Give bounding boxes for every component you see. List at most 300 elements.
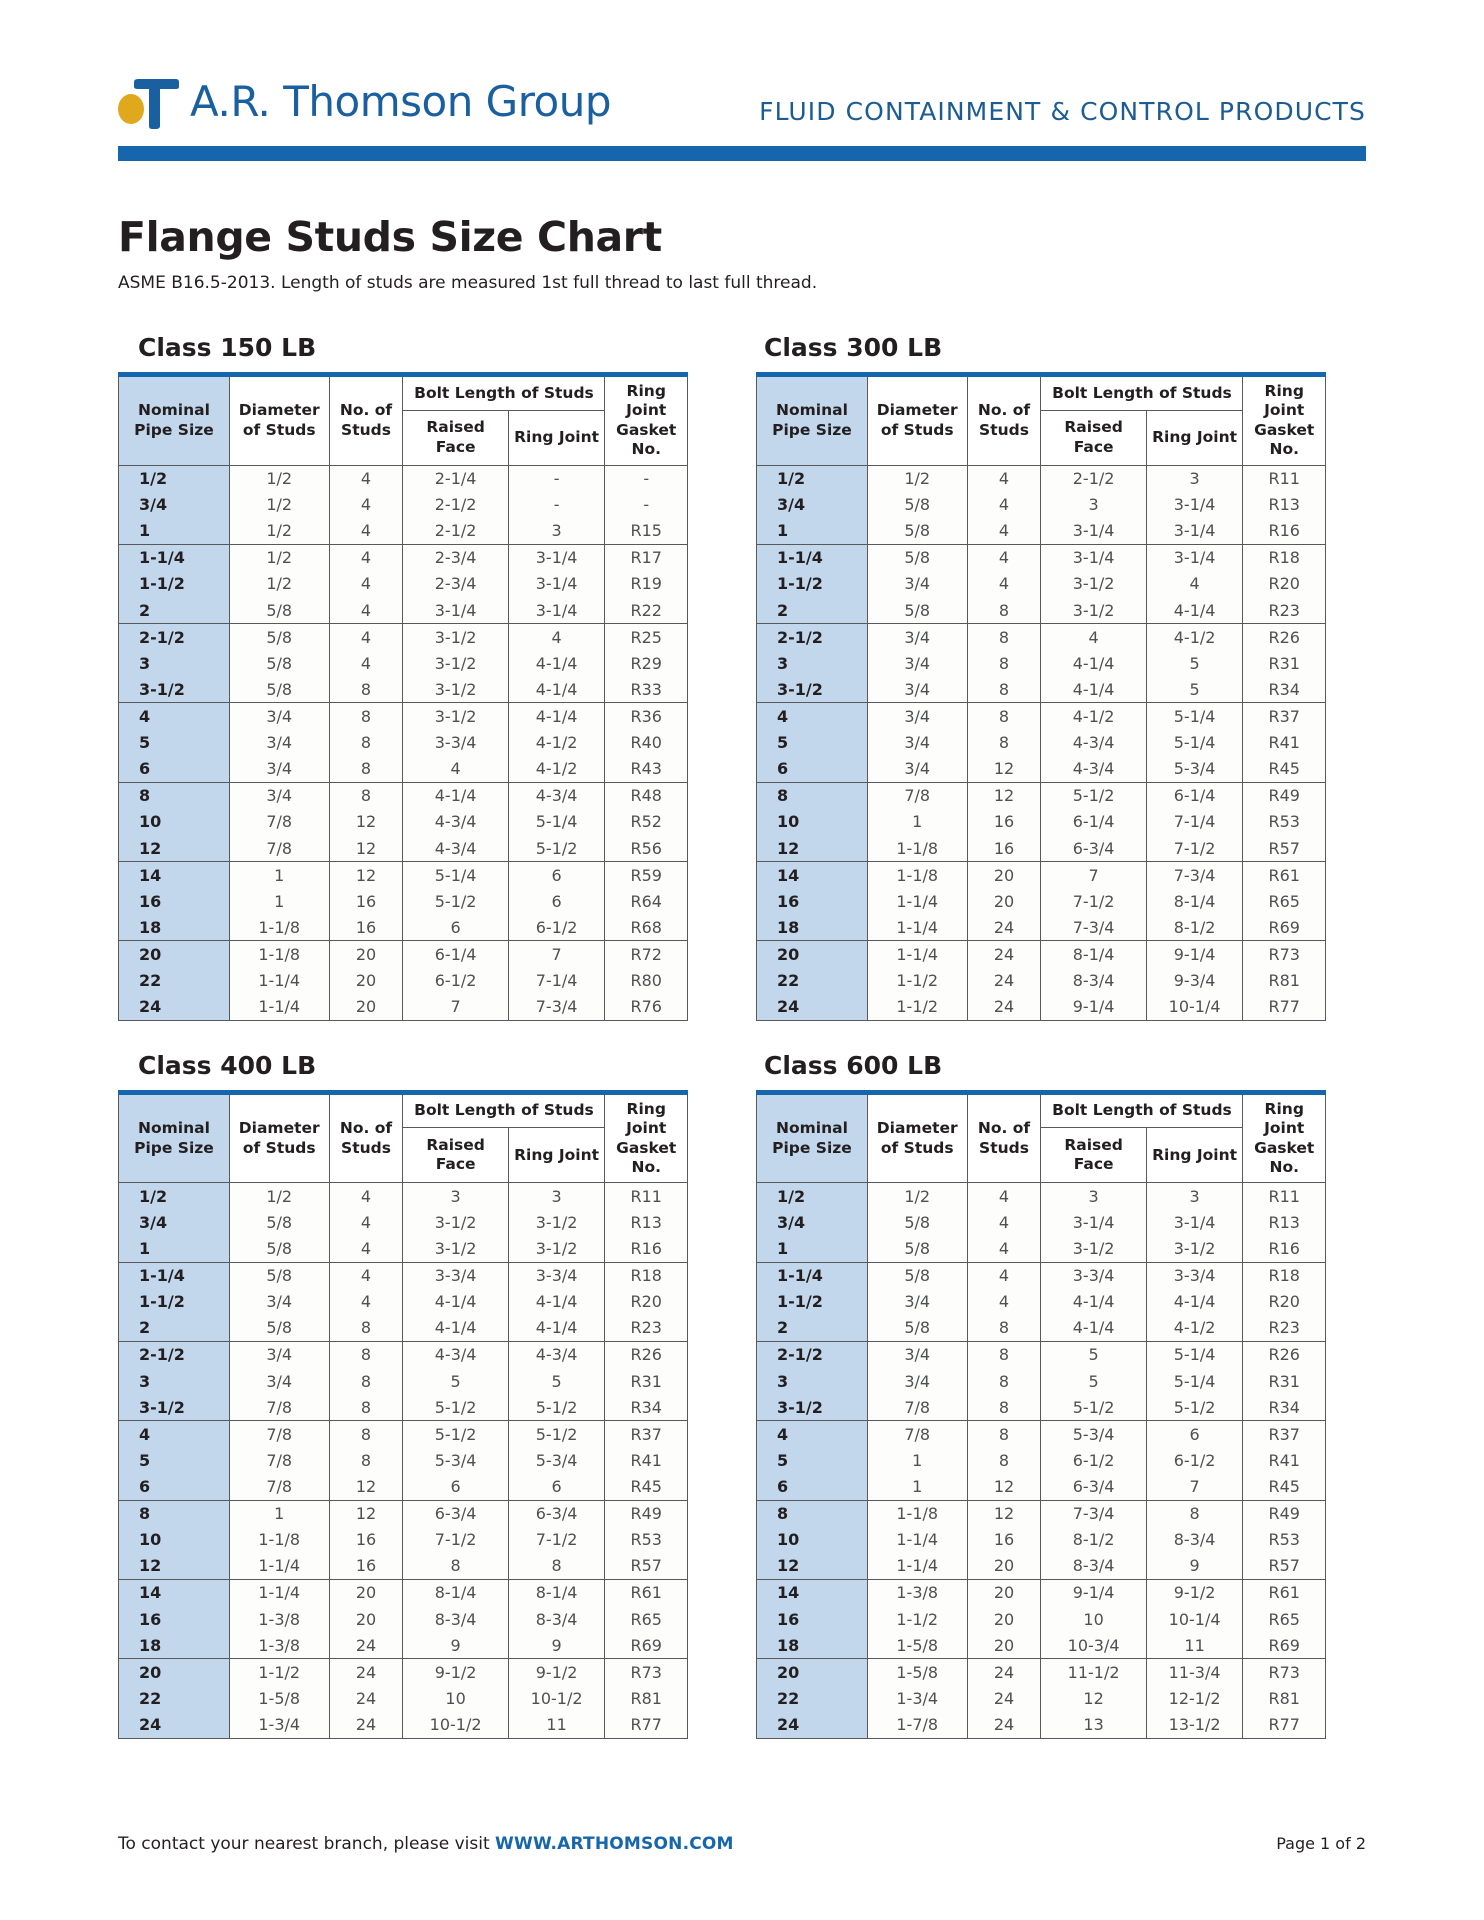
- col-header-ring-joint: Ring Joint: [508, 410, 605, 465]
- table-row: [119, 1632, 688, 1659]
- cell-no-of-studs: 8: [967, 597, 1041, 624]
- cell-nominal-pipe-size: 12: [119, 835, 230, 862]
- cell-nominal-pipe-size: 5: [757, 730, 868, 756]
- table-row: [757, 1447, 1326, 1473]
- cell-diameter-of-studs: 1-1/8: [867, 862, 967, 889]
- cell-no-of-studs: 8: [967, 703, 1041, 730]
- cell-nominal-pipe-size: 2: [119, 597, 230, 624]
- cell-nominal-pipe-size: 4: [119, 703, 230, 730]
- col-header-nominal-pipe-size: Nominal Pipe Size: [119, 375, 230, 466]
- cell-raised-face: 6: [403, 1474, 508, 1501]
- cell-diameter-of-studs: 3/4: [867, 730, 967, 756]
- cell-gasket-no: R19: [605, 571, 688, 597]
- cell-raised-face: 8-3/4: [403, 1606, 508, 1632]
- cell-gasket-no: R65: [605, 1606, 688, 1632]
- cell-nominal-pipe-size: 2: [757, 597, 868, 624]
- cell-raised-face: 5-1/2: [1041, 782, 1146, 809]
- table-row: [757, 941, 1326, 968]
- cell-nominal-pipe-size: 6: [757, 1474, 868, 1501]
- cell-gasket-no: R65: [1243, 888, 1326, 914]
- cell-diameter-of-studs: 5/8: [229, 1315, 329, 1342]
- cell-gasket-no: R49: [1243, 782, 1326, 809]
- table-row: [119, 1262, 688, 1289]
- cell-nominal-pipe-size: 3-1/2: [757, 1394, 868, 1421]
- cell-ring-joint: 6: [508, 1474, 605, 1501]
- table-row: [119, 624, 688, 651]
- cell-gasket-no: R48: [605, 782, 688, 809]
- cell-diameter-of-studs: 5/8: [867, 518, 967, 545]
- cell-no-of-studs: 12: [329, 809, 403, 835]
- cell-no-of-studs: 12: [329, 835, 403, 862]
- cell-gasket-no: R33: [605, 676, 688, 703]
- table-row: [119, 1606, 688, 1632]
- cell-raised-face: 7: [403, 994, 508, 1021]
- table-row: [119, 544, 688, 571]
- cell-diameter-of-studs: 1: [229, 888, 329, 914]
- cell-diameter-of-studs: 1-1/8: [229, 941, 329, 968]
- contact-line: [118, 1834, 734, 1854]
- cell-ring-joint: 5: [1146, 650, 1243, 676]
- cell-no-of-studs: 4: [329, 544, 403, 571]
- cell-gasket-no: R73: [1243, 1659, 1326, 1686]
- cell-gasket-no: R15: [605, 518, 688, 545]
- table-row: [757, 1527, 1326, 1553]
- table-row: [119, 730, 688, 756]
- cell-diameter-of-studs: 1-1/2: [867, 994, 967, 1021]
- cell-no-of-studs: 20: [329, 994, 403, 1021]
- cell-diameter-of-studs: 3/4: [229, 730, 329, 756]
- table-row: [119, 1659, 688, 1686]
- cell-no-of-studs: 8: [967, 1368, 1041, 1394]
- cell-no-of-studs: 4: [329, 1209, 403, 1235]
- cell-diameter-of-studs: 7/8: [229, 809, 329, 835]
- cell-diameter-of-studs: 1-1/8: [229, 914, 329, 941]
- cell-raised-face: 3-1/2: [403, 703, 508, 730]
- table-row: [757, 1315, 1326, 1342]
- cell-nominal-pipe-size: 5: [757, 1447, 868, 1473]
- table-row: [757, 1209, 1326, 1235]
- cell-no-of-studs: 4: [967, 1262, 1041, 1289]
- cell-nominal-pipe-size: 10: [757, 1527, 868, 1553]
- cell-diameter-of-studs: 3/4: [867, 1368, 967, 1394]
- cell-ring-joint: 10-1/4: [1146, 1606, 1243, 1632]
- cell-diameter-of-studs: 1-3/8: [229, 1606, 329, 1632]
- cell-ring-joint: 7: [508, 941, 605, 968]
- cell-raised-face: 2-3/4: [403, 544, 508, 571]
- cell-raised-face: 10: [1041, 1606, 1146, 1632]
- cell-gasket-no: R18: [605, 1262, 688, 1289]
- cell-raised-face: 6-3/4: [1041, 1474, 1146, 1501]
- cell-raised-face: 3-3/4: [1041, 1262, 1146, 1289]
- cell-no-of-studs: 16: [967, 1527, 1041, 1553]
- table-row: [757, 1183, 1326, 1210]
- cell-ring-joint: 5-1/2: [508, 1394, 605, 1421]
- cell-raised-face: 5-1/2: [403, 1421, 508, 1448]
- cell-nominal-pipe-size: 14: [119, 862, 230, 889]
- table-row: [757, 1394, 1326, 1421]
- cell-nominal-pipe-size: 24: [119, 1711, 230, 1738]
- cell-gasket-no: R11: [605, 1183, 688, 1210]
- table-row: [757, 888, 1326, 914]
- cell-raised-face: 5-3/4: [403, 1447, 508, 1473]
- cell-gasket-no: R22: [605, 597, 688, 624]
- website-link[interactable]: WWW.ARTHOMSON.COM: [495, 1834, 734, 1854]
- cell-diameter-of-studs: 1-1/8: [867, 835, 967, 862]
- cell-ring-joint: 4-1/2: [508, 756, 605, 783]
- cell-nominal-pipe-size: 2-1/2: [757, 1341, 868, 1368]
- table-row: [757, 1262, 1326, 1289]
- cell-gasket-no: R13: [1243, 492, 1326, 518]
- cell-diameter-of-studs: 3/4: [867, 624, 967, 651]
- cell-no-of-studs: 4: [967, 1183, 1041, 1210]
- cell-ring-joint: 5-1/2: [1146, 1394, 1243, 1421]
- cell-gasket-no: R65: [1243, 1606, 1326, 1632]
- cell-diameter-of-studs: 1/2: [229, 518, 329, 545]
- cell-diameter-of-studs: 1-1/4: [229, 1553, 329, 1580]
- cell-ring-joint: 8-3/4: [1146, 1527, 1243, 1553]
- cell-nominal-pipe-size: 1: [119, 1236, 230, 1263]
- cell-diameter-of-studs: 1/2: [867, 465, 967, 492]
- cell-raised-face: 4-1/4: [403, 1315, 508, 1342]
- cell-diameter-of-studs: 3/4: [229, 1341, 329, 1368]
- cell-diameter-of-studs: 1-5/8: [867, 1632, 967, 1659]
- col-header-no-of-studs: No. of Studs: [329, 375, 403, 466]
- cell-no-of-studs: 24: [329, 1711, 403, 1738]
- cell-no-of-studs: 4: [329, 597, 403, 624]
- cell-ring-joint: 8-1/2: [1146, 914, 1243, 941]
- cell-diameter-of-studs: 1/2: [229, 492, 329, 518]
- cell-no-of-studs: 8: [967, 650, 1041, 676]
- cell-diameter-of-studs: 1-3/4: [229, 1711, 329, 1738]
- cell-no-of-studs: 8: [329, 1447, 403, 1473]
- cell-no-of-studs: 20: [967, 1606, 1041, 1632]
- page-subtitle: ASME B16.5-2013. Length of studs are measured 1st full thread to last full thread.: [118, 273, 818, 293]
- cell-nominal-pipe-size: 24: [119, 994, 230, 1021]
- cell-no-of-studs: 12: [967, 1474, 1041, 1501]
- cell-gasket-no: R34: [605, 1394, 688, 1421]
- cell-ring-joint: 3-1/4: [1146, 544, 1243, 571]
- table-row: [119, 809, 688, 835]
- col-header-bolt-length-group: Bolt Length of Studs: [403, 375, 605, 411]
- table-block-class-150-lb: [118, 333, 688, 1021]
- cell-no-of-studs: 16: [329, 888, 403, 914]
- cell-raised-face: 2-1/2: [403, 492, 508, 518]
- col-header-diameter-of-studs: Diameter of Studs: [867, 1092, 967, 1183]
- cell-diameter-of-studs: 5/8: [229, 650, 329, 676]
- cell-diameter-of-studs: 7/8: [229, 1447, 329, 1473]
- cell-raised-face: 8: [403, 1553, 508, 1580]
- cell-nominal-pipe-size: 22: [757, 968, 868, 994]
- cell-gasket-no: R41: [605, 1447, 688, 1473]
- cell-raised-face: 4-1/4: [403, 1289, 508, 1315]
- table-row: [119, 914, 688, 941]
- cell-nominal-pipe-size: 6: [757, 756, 868, 783]
- col-header-ring-joint: Ring Joint: [508, 1128, 605, 1183]
- cell-no-of-studs: 4: [329, 1262, 403, 1289]
- cell-no-of-studs: 24: [967, 1711, 1041, 1738]
- cell-diameter-of-studs: 1-1/8: [229, 1527, 329, 1553]
- table-row: [757, 968, 1326, 994]
- cell-diameter-of-studs: 1: [229, 862, 329, 889]
- col-header-nominal-pipe-size: Nominal Pipe Size: [119, 1092, 230, 1183]
- cell-nominal-pipe-size: 1-1/2: [757, 1289, 868, 1315]
- table-row: [757, 518, 1326, 545]
- col-header-bolt-length-group: Bolt Length of Studs: [1041, 375, 1243, 411]
- cell-no-of-studs: 8: [329, 1368, 403, 1394]
- cell-no-of-studs: 4: [329, 465, 403, 492]
- table-row: [757, 1685, 1326, 1711]
- cell-gasket-no: R31: [1243, 650, 1326, 676]
- cell-no-of-studs: 4: [967, 1289, 1041, 1315]
- table-row: [757, 1421, 1326, 1448]
- cell-nominal-pipe-size: 6: [119, 756, 230, 783]
- cell-ring-joint: 4-1/2: [1146, 624, 1243, 651]
- cell-nominal-pipe-size: 2: [119, 1315, 230, 1342]
- cell-raised-face: 7-1/2: [1041, 888, 1146, 914]
- cell-ring-joint: 4-1/4: [508, 1289, 605, 1315]
- cell-no-of-studs: 24: [329, 1632, 403, 1659]
- cell-nominal-pipe-size: 3/4: [119, 1209, 230, 1235]
- table-row: [757, 624, 1326, 651]
- cell-ring-joint: 5-1/4: [1146, 1368, 1243, 1394]
- col-header-bolt-length-group: Bolt Length of Studs: [403, 1092, 605, 1128]
- cell-no-of-studs: 4: [967, 571, 1041, 597]
- table-row: [119, 1447, 688, 1473]
- cell-nominal-pipe-size: 5: [119, 1447, 230, 1473]
- cell-no-of-studs: 4: [967, 1209, 1041, 1235]
- cell-raised-face: 5-1/4: [403, 862, 508, 889]
- cell-gasket-no: R37: [605, 1421, 688, 1448]
- cell-raised-face: 4-3/4: [403, 809, 508, 835]
- cell-raised-face: 6-3/4: [1041, 835, 1146, 862]
- cell-no-of-studs: 20: [329, 1579, 403, 1606]
- cell-gasket-no: R43: [605, 756, 688, 783]
- cell-nominal-pipe-size: 22: [757, 1685, 868, 1711]
- cell-diameter-of-studs: 7/8: [867, 1421, 967, 1448]
- brand-tagline: FLUID CONTAINMENT & CONTROL PRODUCTS: [759, 97, 1366, 126]
- cell-gasket-no: R77: [1243, 994, 1326, 1021]
- arthomson-logo-icon: [118, 72, 180, 132]
- cell-diameter-of-studs: 3/4: [867, 676, 967, 703]
- table-row: [757, 1579, 1326, 1606]
- cell-no-of-studs: 24: [329, 1685, 403, 1711]
- table-row: [119, 888, 688, 914]
- cell-nominal-pipe-size: 24: [757, 1711, 868, 1738]
- cell-diameter-of-studs: 5/8: [867, 1236, 967, 1263]
- cell-gasket-no: R41: [1243, 1447, 1326, 1473]
- cell-diameter-of-studs: 3/4: [229, 1289, 329, 1315]
- cell-no-of-studs: 4: [329, 518, 403, 545]
- cell-ring-joint: 4-3/4: [508, 782, 605, 809]
- cell-gasket-no: R45: [605, 1474, 688, 1501]
- cell-diameter-of-studs: 1-1/4: [867, 888, 967, 914]
- cell-no-of-studs: 20: [967, 1632, 1041, 1659]
- cell-ring-joint: 5-3/4: [508, 1447, 605, 1473]
- table-title: Class 400 LB: [138, 1050, 317, 1080]
- table-row: [757, 862, 1326, 889]
- cell-nominal-pipe-size: 10: [119, 809, 230, 835]
- cell-nominal-pipe-size: 1/2: [757, 465, 868, 492]
- cell-no-of-studs: 4: [967, 465, 1041, 492]
- cell-raised-face: 8-1/4: [1041, 941, 1146, 968]
- cell-raised-face: 5-3/4: [1041, 1421, 1146, 1448]
- cell-ring-joint: 6-1/4: [1146, 782, 1243, 809]
- cell-diameter-of-studs: 7/8: [867, 782, 967, 809]
- cell-no-of-studs: 8: [967, 1421, 1041, 1448]
- cell-gasket-no: R72: [605, 941, 688, 968]
- cell-nominal-pipe-size: 3-1/2: [119, 1394, 230, 1421]
- cell-nominal-pipe-size: 8: [757, 1500, 868, 1527]
- cell-diameter-of-studs: 1/2: [229, 1183, 329, 1210]
- cell-raised-face: 9-1/4: [1041, 1579, 1146, 1606]
- cell-no-of-studs: 8: [967, 676, 1041, 703]
- col-header-bolt-length-group: Bolt Length of Studs: [1041, 1092, 1243, 1128]
- cell-ring-joint: 3-1/4: [508, 571, 605, 597]
- cell-gasket-no: R34: [1243, 676, 1326, 703]
- col-header-raised-face: Raised Face: [1041, 410, 1146, 465]
- cell-nominal-pipe-size: 1: [119, 518, 230, 545]
- cell-gasket-no: R80: [605, 968, 688, 994]
- cell-nominal-pipe-size: 1-1/2: [119, 1289, 230, 1315]
- cell-gasket-no: R16: [605, 1236, 688, 1263]
- cell-ring-joint: 8: [508, 1553, 605, 1580]
- cell-ring-joint: 4: [1146, 571, 1243, 597]
- cell-diameter-of-studs: 1-1/4: [867, 1527, 967, 1553]
- cell-nominal-pipe-size: 3: [757, 1368, 868, 1394]
- cell-no-of-studs: 8: [967, 624, 1041, 651]
- cell-nominal-pipe-size: 3/4: [757, 492, 868, 518]
- table-row: [757, 1500, 1326, 1527]
- cell-raised-face: 3-1/4: [403, 597, 508, 624]
- cell-diameter-of-studs: 5/8: [229, 624, 329, 651]
- cell-nominal-pipe-size: 3-1/2: [757, 676, 868, 703]
- cell-gasket-no: R26: [1243, 624, 1326, 651]
- cell-diameter-of-studs: 1: [867, 809, 967, 835]
- cell-raised-face: 6: [403, 914, 508, 941]
- cell-raised-face: 3-1/2: [1041, 597, 1146, 624]
- cell-diameter-of-studs: 7/8: [867, 1394, 967, 1421]
- cell-no-of-studs: 4: [329, 571, 403, 597]
- cell-ring-joint: 5-1/2: [508, 1421, 605, 1448]
- page-header: [118, 0, 1366, 132]
- table-row: [119, 1368, 688, 1394]
- cell-ring-joint: 5-1/4: [1146, 730, 1243, 756]
- cell-diameter-of-studs: 3/4: [229, 703, 329, 730]
- cell-raised-face: 8-3/4: [1041, 1553, 1146, 1580]
- table-row: [757, 571, 1326, 597]
- table-row: [119, 1183, 688, 1210]
- table-row: [757, 1606, 1326, 1632]
- cell-gasket-no: R59: [605, 862, 688, 889]
- cell-raised-face: 9-1/4: [1041, 994, 1146, 1021]
- table-row: [757, 1236, 1326, 1263]
- cell-raised-face: 5-1/2: [1041, 1394, 1146, 1421]
- logo-t-mark-icon: [132, 78, 180, 130]
- table-block-class-300-lb: [756, 333, 1326, 1021]
- cell-nominal-pipe-size: 24: [757, 994, 868, 1021]
- cell-diameter-of-studs: 1-1/2: [867, 968, 967, 994]
- table-row: [119, 1711, 688, 1738]
- brand-lockup: [118, 72, 611, 132]
- cell-raised-face: 6-1/4: [1041, 809, 1146, 835]
- cell-no-of-studs: 20: [967, 1579, 1041, 1606]
- cell-raised-face: 7: [1041, 862, 1146, 889]
- cell-raised-face: 5: [1041, 1368, 1146, 1394]
- table-row: [119, 1236, 688, 1263]
- cell-gasket-no: R68: [605, 914, 688, 941]
- cell-diameter-of-studs: 1-7/8: [867, 1711, 967, 1738]
- cell-diameter-of-studs: 1: [229, 1500, 329, 1527]
- cell-raised-face: 4: [403, 756, 508, 783]
- cell-gasket-no: R29: [605, 650, 688, 676]
- cell-nominal-pipe-size: 1-1/4: [757, 1262, 868, 1289]
- cell-diameter-of-studs: 1-1/2: [229, 1659, 329, 1686]
- cell-no-of-studs: 12: [329, 1474, 403, 1501]
- cell-gasket-no: R61: [1243, 862, 1326, 889]
- table-row: [757, 650, 1326, 676]
- cell-raised-face: 4-1/4: [1041, 676, 1146, 703]
- cell-no-of-studs: 20: [967, 888, 1041, 914]
- cell-nominal-pipe-size: 16: [757, 1606, 868, 1632]
- cell-raised-face: 2-1/4: [403, 465, 508, 492]
- cell-raised-face: 9-1/2: [403, 1659, 508, 1686]
- cell-gasket-no: -: [605, 465, 688, 492]
- cell-raised-face: 3-1/2: [403, 650, 508, 676]
- cell-gasket-no: R69: [1243, 1632, 1326, 1659]
- cell-diameter-of-studs: 1-3/4: [867, 1685, 967, 1711]
- cell-gasket-no: R69: [1243, 914, 1326, 941]
- cell-nominal-pipe-size: 18: [757, 1632, 868, 1659]
- cell-ring-joint: 7-3/4: [508, 994, 605, 1021]
- cell-ring-joint: 5: [508, 1368, 605, 1394]
- cell-gasket-no: R45: [1243, 1474, 1326, 1501]
- cell-diameter-of-studs: 5/8: [229, 1209, 329, 1235]
- table-row: [757, 1341, 1326, 1368]
- cell-gasket-no: R26: [1243, 1341, 1326, 1368]
- cell-raised-face: 6-3/4: [403, 1500, 508, 1527]
- cell-gasket-no: R53: [1243, 809, 1326, 835]
- cell-gasket-no: R49: [1243, 1500, 1326, 1527]
- col-header-diameter-of-studs: Diameter of Studs: [229, 1092, 329, 1183]
- table-row: [757, 1289, 1326, 1315]
- col-header-raised-face: Raised Face: [1041, 1128, 1146, 1183]
- cell-raised-face: 3-1/4: [1041, 518, 1146, 545]
- cell-no-of-studs: 8: [967, 1394, 1041, 1421]
- cell-gasket-no: R77: [1243, 1711, 1326, 1738]
- cell-nominal-pipe-size: 2-1/2: [119, 624, 230, 651]
- cell-gasket-no: R49: [605, 1500, 688, 1527]
- cell-ring-joint: 6-1/2: [508, 914, 605, 941]
- cell-gasket-no: R64: [605, 888, 688, 914]
- cell-ring-joint: 11: [1146, 1632, 1243, 1659]
- cell-gasket-no: R23: [1243, 597, 1326, 624]
- cell-nominal-pipe-size: 3/4: [119, 492, 230, 518]
- table-row: [119, 703, 688, 730]
- table-row: [119, 1209, 688, 1235]
- cell-gasket-no: R11: [1243, 1183, 1326, 1210]
- cell-diameter-of-studs: 1/2: [229, 465, 329, 492]
- cell-raised-face: 3: [1041, 1183, 1146, 1210]
- table-row: [757, 730, 1326, 756]
- cell-nominal-pipe-size: 1-1/4: [119, 1262, 230, 1289]
- cell-ring-joint: 4-1/4: [1146, 597, 1243, 624]
- cell-no-of-studs: 4: [329, 1236, 403, 1263]
- cell-diameter-of-studs: 1-1/4: [229, 1579, 329, 1606]
- cell-nominal-pipe-size: 1: [757, 1236, 868, 1263]
- cell-diameter-of-studs: 1-3/8: [867, 1579, 967, 1606]
- cell-no-of-studs: 8: [329, 1315, 403, 1342]
- cell-raised-face: 5-1/2: [403, 1394, 508, 1421]
